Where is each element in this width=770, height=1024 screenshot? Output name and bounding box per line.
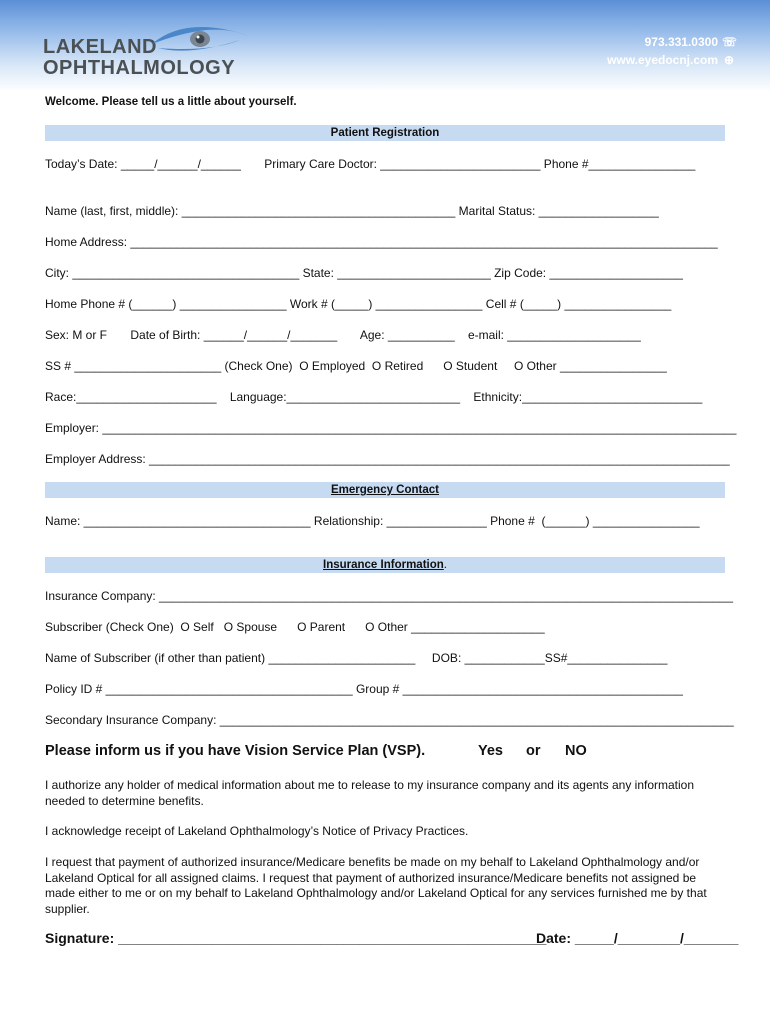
- logo-line1: LAKELAND: [43, 36, 157, 58]
- eye-logo-icon: [150, 22, 250, 58]
- field-line-employer-address[interactable]: Employer Address: _______________________________________________________________________________________: [45, 452, 730, 466]
- field-line-name[interactable]: Name (last, first, middle): _________________________________________ Marital Status: __________________: [45, 204, 659, 218]
- authorization-paragraph: I authorize any holder of medical information about me to release to my insurance company and its agents any information needed to determine benefits.: [45, 778, 695, 808]
- field-line-policy[interactable]: Policy ID # _____________________________________ Group # __________________________________________: [45, 682, 683, 696]
- field-line-subscriber[interactable]: Subscriber (Check One) O Self O Spouse O Parent O Other ____________________: [45, 620, 545, 634]
- phone-number: 973.331.0300: [644, 35, 718, 49]
- vsp-question: Please inform us if you have Vision Service Plan (VSP).: [45, 743, 426, 759]
- field-line-city[interactable]: City: __________________________________ State: _______________________ Zip Code: ____________________: [45, 266, 683, 280]
- field-line-employer[interactable]: Employer: _______________________________________________________________________________________________: [45, 421, 737, 435]
- contact-phone: [644, 35, 738, 49]
- section-title: Emergency Contact: [330, 484, 439, 496]
- section-emergency-contact: [45, 482, 725, 498]
- signature-date-field[interactable]: Date: _____/________/_______: [536, 930, 739, 946]
- field-line-emergency[interactable]: Name: __________________________________ Relationship: _______________ Phone # (______) ________________: [45, 514, 700, 528]
- vsp-yes-option[interactable]: Yes: [478, 743, 503, 759]
- section-title-period: .: [443, 559, 447, 571]
- field-line-subscriber-name[interactable]: Name of Subscriber (if other than patient) ______________________ DOB: ____________SS#_______________: [45, 651, 668, 665]
- welcome-text: Welcome. Please tell us a little about yourself.: [45, 96, 297, 108]
- vsp-or-text: or: [526, 743, 541, 759]
- field-line-race[interactable]: Race:_____________________ Language:__________________________ Ethnicity:___________________________: [45, 390, 703, 404]
- contact-website: [607, 53, 734, 67]
- payment-paragraph: I request that payment of authorized insurance/Medicare benefits be made on my behalf to Lakeland Ophthalmology and/or Lakeland Optical for all assigned claims. I request that payment of authorized insurance/Medicare benefits not assigned be made either to me or on my behalf to Lakeland Ophthalmology and/or Lakeland Optical for any services furnished me by that supplier.: [45, 855, 707, 916]
- field-line-phones[interactable]: Home Phone # (______) ________________ Work # (_____) ________________ Cell # (_____) ________________: [45, 297, 672, 311]
- vsp-no-option[interactable]: NO: [565, 743, 587, 759]
- field-line-ss-employment[interactable]: SS # ______________________ (Check One) O Employed O Retired O Student O Other ________________: [45, 359, 667, 373]
- section-title: Patient Registration: [330, 127, 440, 139]
- section-insurance: [45, 557, 725, 573]
- phone-icon: ☏: [722, 35, 738, 49]
- field-line-address[interactable]: Home Address: ________________________________________________________________________________________: [45, 235, 718, 249]
- section-patient-registration: [45, 125, 725, 141]
- field-line-insurance-company[interactable]: Insurance Company: ______________________________________________________________________________________: [45, 589, 734, 603]
- signature-field[interactable]: Signature: _______________________________________________________: [45, 930, 547, 946]
- logo-line2: OPHTHALMOLOGY: [43, 57, 236, 79]
- field-line-secondary-insurance[interactable]: Secondary Insurance Company: _____________________________________________________________________________: [45, 713, 734, 727]
- section-title: Insurance Information: [323, 559, 444, 571]
- field-line-dates-doctor[interactable]: Today’s Date: _____/______/______ Primary Care Doctor: ________________________ Phone #________________: [45, 157, 696, 171]
- field-line-sex-dob[interactable]: Sex: M or F Date of Birth: ______/______/_______ Age: __________ e-mail: ____________________: [45, 328, 641, 342]
- privacy-paragraph: I acknowledge receipt of Lakeland Ophthalmology’s Notice of Privacy Practices.: [45, 824, 469, 838]
- globe-icon: ⊕: [723, 53, 734, 67]
- website-url[interactable]: www.eyedocnj.com: [607, 53, 718, 67]
